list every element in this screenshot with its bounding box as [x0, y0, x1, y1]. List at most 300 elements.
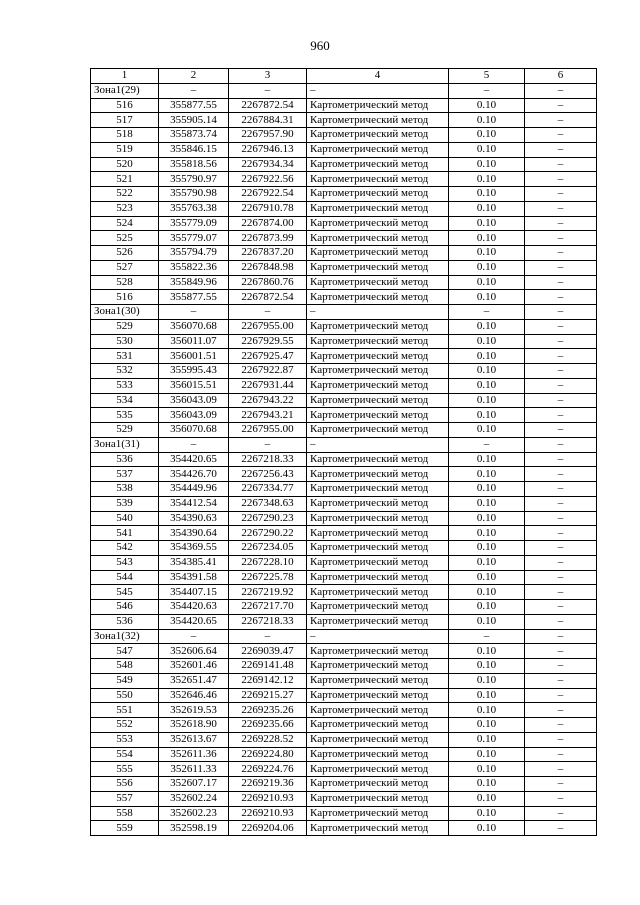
- point-number: 550: [91, 688, 159, 703]
- dash-cell: –: [525, 777, 597, 792]
- x-coordinate: 354426.70: [159, 467, 229, 482]
- x-coordinate: 355877.55: [159, 290, 229, 305]
- accuracy-cell: 0.10: [449, 791, 525, 806]
- x-coordinate: 356043.09: [159, 408, 229, 423]
- x-coordinate: 356001.51: [159, 349, 229, 364]
- x-coordinate: 352601.46: [159, 659, 229, 674]
- dash-cell: –: [525, 290, 597, 305]
- point-number: 552: [91, 718, 159, 733]
- dash-cell: –: [229, 629, 307, 644]
- method-cell: Картометрический метод: [307, 659, 449, 674]
- method-cell: Картометрический метод: [307, 600, 449, 615]
- table-row: [91, 187, 597, 202]
- table-row: [91, 260, 597, 275]
- point-number: 529: [91, 423, 159, 438]
- method-cell: Картометрический метод: [307, 408, 449, 423]
- accuracy-cell: 0.10: [449, 777, 525, 792]
- table-row: [91, 408, 597, 423]
- method-cell: Картометрический метод: [307, 777, 449, 792]
- accuracy-cell: 0.10: [449, 172, 525, 187]
- dash-cell: –: [525, 113, 597, 128]
- table-row: [91, 659, 597, 674]
- point-number: 547: [91, 644, 159, 659]
- accuracy-cell: 0.10: [449, 821, 525, 836]
- table-row: [91, 511, 597, 526]
- accuracy-cell: 0.10: [449, 349, 525, 364]
- x-coordinate: 355763.38: [159, 201, 229, 216]
- method-cell: Картометрический метод: [307, 246, 449, 261]
- dash-cell: –: [525, 128, 597, 143]
- point-number: 543: [91, 555, 159, 570]
- dash-cell: –: [525, 187, 597, 202]
- dash-cell: –: [525, 614, 597, 629]
- dash-cell: –: [525, 526, 597, 541]
- table-row: [91, 128, 597, 143]
- x-coordinate: 352602.24: [159, 791, 229, 806]
- y-coordinate: 2267874.00: [229, 216, 307, 231]
- table-header-row: [91, 69, 597, 84]
- x-coordinate: 355790.97: [159, 172, 229, 187]
- method-cell: Картометрический метод: [307, 614, 449, 629]
- method-cell: Картометрический метод: [307, 319, 449, 334]
- y-coordinate: 2267925.47: [229, 349, 307, 364]
- table-row: [91, 600, 597, 615]
- y-coordinate: 2267290.22: [229, 526, 307, 541]
- accuracy-cell: 0.10: [449, 408, 525, 423]
- point-number: 522: [91, 187, 159, 202]
- x-coordinate: 354390.64: [159, 526, 229, 541]
- accuracy-cell: 0.10: [449, 452, 525, 467]
- dash-cell: –: [525, 541, 597, 556]
- y-coordinate: 2269228.52: [229, 732, 307, 747]
- accuracy-cell: 0.10: [449, 187, 525, 202]
- method-cell: Картометрический метод: [307, 231, 449, 246]
- dash-cell: –: [159, 83, 229, 98]
- dash-cell: –: [525, 83, 597, 98]
- table-row: [91, 747, 597, 762]
- dash-cell: –: [525, 260, 597, 275]
- zone-label: Зона1(30): [91, 305, 159, 320]
- x-coordinate: 352613.67: [159, 732, 229, 747]
- point-number: 539: [91, 496, 159, 511]
- point-number: 533: [91, 378, 159, 393]
- table-row: [91, 570, 597, 585]
- y-coordinate: 2267955.00: [229, 319, 307, 334]
- method-cell: Картометрический метод: [307, 216, 449, 231]
- y-coordinate: 2267225.78: [229, 570, 307, 585]
- header-cell: 5: [449, 69, 525, 84]
- x-coordinate: 352602.23: [159, 806, 229, 821]
- dash-cell: –: [525, 659, 597, 674]
- y-coordinate: 2267872.54: [229, 98, 307, 113]
- y-coordinate: 2267848.98: [229, 260, 307, 275]
- dash-cell: –: [525, 747, 597, 762]
- accuracy-cell: 0.10: [449, 157, 525, 172]
- x-coordinate: 352618.90: [159, 718, 229, 733]
- x-coordinate: 354412.54: [159, 496, 229, 511]
- method-cell: Картометрический метод: [307, 747, 449, 762]
- method-cell: Картометрический метод: [307, 718, 449, 733]
- dash-cell: –: [159, 305, 229, 320]
- point-number: 554: [91, 747, 159, 762]
- x-coordinate: 352611.33: [159, 762, 229, 777]
- x-coordinate: 354369.55: [159, 541, 229, 556]
- accuracy-cell: 0.10: [449, 614, 525, 629]
- point-number: 523: [91, 201, 159, 216]
- accuracy-cell: 0.10: [449, 334, 525, 349]
- table-row: [91, 777, 597, 792]
- accuracy-cell: 0.10: [449, 128, 525, 143]
- point-number: 542: [91, 541, 159, 556]
- y-coordinate: 2269235.26: [229, 703, 307, 718]
- table-row: [91, 496, 597, 511]
- x-coordinate: 356043.09: [159, 393, 229, 408]
- y-coordinate: 2267837.20: [229, 246, 307, 261]
- method-cell: Картометрический метод: [307, 378, 449, 393]
- x-coordinate: 352619.53: [159, 703, 229, 718]
- header-cell: 1: [91, 69, 159, 84]
- table-row: [91, 703, 597, 718]
- method-cell: Картометрический метод: [307, 172, 449, 187]
- point-number: 524: [91, 216, 159, 231]
- y-coordinate: 2267256.43: [229, 467, 307, 482]
- y-coordinate: 2267219.92: [229, 585, 307, 600]
- table-row: [91, 157, 597, 172]
- table-body: [91, 69, 597, 836]
- point-number: 525: [91, 231, 159, 246]
- point-number: 546: [91, 600, 159, 615]
- accuracy-cell: 0.10: [449, 644, 525, 659]
- y-coordinate: 2267290.23: [229, 511, 307, 526]
- x-coordinate: 352598.19: [159, 821, 229, 836]
- x-coordinate: 356070.68: [159, 423, 229, 438]
- method-cell: Картометрический метод: [307, 201, 449, 216]
- dash-cell: –: [449, 437, 525, 452]
- accuracy-cell: 0.10: [449, 113, 525, 128]
- zone-row: [91, 305, 597, 320]
- point-number: 537: [91, 467, 159, 482]
- y-coordinate: 2267348.63: [229, 496, 307, 511]
- dash-cell: –: [525, 467, 597, 482]
- method-cell: Картометрический метод: [307, 732, 449, 747]
- table-row: [91, 452, 597, 467]
- dash-cell: –: [525, 172, 597, 187]
- x-coordinate: 352607.17: [159, 777, 229, 792]
- table-row: [91, 806, 597, 821]
- point-number: 535: [91, 408, 159, 423]
- point-number: 540: [91, 511, 159, 526]
- dash-cell: –: [229, 437, 307, 452]
- accuracy-cell: 0.10: [449, 201, 525, 216]
- dash-cell: –: [525, 688, 597, 703]
- x-coordinate: 354390.63: [159, 511, 229, 526]
- dash-cell: –: [525, 378, 597, 393]
- zone-row: [91, 629, 597, 644]
- point-number: 545: [91, 585, 159, 600]
- method-cell: Картометрический метод: [307, 762, 449, 777]
- dash-cell: –: [525, 364, 597, 379]
- accuracy-cell: 0.10: [449, 526, 525, 541]
- accuracy-cell: 0.10: [449, 98, 525, 113]
- point-number: 518: [91, 128, 159, 143]
- x-coordinate: 356070.68: [159, 319, 229, 334]
- y-coordinate: 2269204.06: [229, 821, 307, 836]
- accuracy-cell: 0.10: [449, 246, 525, 261]
- dash-cell: –: [449, 629, 525, 644]
- method-cell: Картометрический метод: [307, 496, 449, 511]
- y-coordinate: 2267217.70: [229, 600, 307, 615]
- dash-cell: –: [229, 83, 307, 98]
- accuracy-cell: 0.10: [449, 216, 525, 231]
- method-cell: Картометрический метод: [307, 585, 449, 600]
- accuracy-cell: 0.10: [449, 659, 525, 674]
- dash-cell: –: [525, 585, 597, 600]
- table-row: [91, 364, 597, 379]
- accuracy-cell: 0.10: [449, 732, 525, 747]
- coordinates-table: [90, 68, 597, 836]
- accuracy-cell: 0.10: [449, 393, 525, 408]
- point-number: 519: [91, 142, 159, 157]
- x-coordinate: 355905.14: [159, 113, 229, 128]
- x-coordinate: 352611.36: [159, 747, 229, 762]
- y-coordinate: 2269224.80: [229, 747, 307, 762]
- method-cell: Картометрический метод: [307, 142, 449, 157]
- method-cell: Картометрический метод: [307, 570, 449, 585]
- point-number: 532: [91, 364, 159, 379]
- table-row: [91, 378, 597, 393]
- point-number: 557: [91, 791, 159, 806]
- method-cell: Картометрический метод: [307, 113, 449, 128]
- y-coordinate: 2269215.27: [229, 688, 307, 703]
- y-coordinate: 2269210.93: [229, 791, 307, 806]
- x-coordinate: 354420.63: [159, 600, 229, 615]
- table-row: [91, 393, 597, 408]
- x-coordinate: 352651.47: [159, 673, 229, 688]
- x-coordinate: 354385.41: [159, 555, 229, 570]
- dash-cell: –: [525, 644, 597, 659]
- table-row: [91, 762, 597, 777]
- table-row: [91, 319, 597, 334]
- dash-cell: –: [159, 437, 229, 452]
- dash-cell: –: [525, 762, 597, 777]
- method-cell: Картометрический метод: [307, 157, 449, 172]
- dash-cell: –: [525, 570, 597, 585]
- dash-cell: –: [525, 600, 597, 615]
- accuracy-cell: 0.10: [449, 142, 525, 157]
- dash-cell: –: [229, 305, 307, 320]
- x-coordinate: 355779.09: [159, 216, 229, 231]
- x-coordinate: 352646.46: [159, 688, 229, 703]
- table-row: [91, 482, 597, 497]
- y-coordinate: 2267943.21: [229, 408, 307, 423]
- accuracy-cell: 0.10: [449, 423, 525, 438]
- y-coordinate: 2267873.99: [229, 231, 307, 246]
- point-number: 549: [91, 673, 159, 688]
- method-cell: Картометрический метод: [307, 511, 449, 526]
- accuracy-cell: 0.10: [449, 290, 525, 305]
- method-cell: Картометрический метод: [307, 791, 449, 806]
- accuracy-cell: 0.10: [449, 467, 525, 482]
- dash-cell: –: [525, 423, 597, 438]
- y-coordinate: 2267228.10: [229, 555, 307, 570]
- y-coordinate: 2267943.22: [229, 393, 307, 408]
- y-coordinate: 2267922.87: [229, 364, 307, 379]
- y-coordinate: 2267860.76: [229, 275, 307, 290]
- y-coordinate: 2267934.34: [229, 157, 307, 172]
- method-cell: Картометрический метод: [307, 526, 449, 541]
- dash-cell: –: [525, 806, 597, 821]
- method-cell: Картометрический метод: [307, 467, 449, 482]
- y-coordinate: 2267946.13: [229, 142, 307, 157]
- method-cell: Картометрический метод: [307, 393, 449, 408]
- accuracy-cell: 0.10: [449, 496, 525, 511]
- point-number: 530: [91, 334, 159, 349]
- point-number: 559: [91, 821, 159, 836]
- dash-cell: –: [525, 511, 597, 526]
- x-coordinate: 352606.64: [159, 644, 229, 659]
- accuracy-cell: 0.10: [449, 703, 525, 718]
- point-number: 541: [91, 526, 159, 541]
- method-cell: Картометрический метод: [307, 275, 449, 290]
- table-row: [91, 98, 597, 113]
- table-row: [91, 290, 597, 305]
- table-row: [91, 718, 597, 733]
- method-cell: Картометрический метод: [307, 555, 449, 570]
- accuracy-cell: 0.10: [449, 806, 525, 821]
- zone-row: [91, 437, 597, 452]
- point-number: 531: [91, 349, 159, 364]
- x-coordinate: 354449.96: [159, 482, 229, 497]
- dash-cell: –: [525, 496, 597, 511]
- method-cell: Картометрический метод: [307, 821, 449, 836]
- header-cell: 6: [525, 69, 597, 84]
- accuracy-cell: 0.10: [449, 511, 525, 526]
- point-number: 553: [91, 732, 159, 747]
- table-row: [91, 732, 597, 747]
- accuracy-cell: 0.10: [449, 275, 525, 290]
- point-number: 536: [91, 452, 159, 467]
- x-coordinate: 355779.07: [159, 231, 229, 246]
- dash-cell: –: [525, 275, 597, 290]
- x-coordinate: 355995.43: [159, 364, 229, 379]
- accuracy-cell: 0.10: [449, 673, 525, 688]
- point-number: 516: [91, 98, 159, 113]
- point-number: 558: [91, 806, 159, 821]
- header-cell: 2: [159, 69, 229, 84]
- dash-cell: –: [525, 216, 597, 231]
- method-cell: Картометрический метод: [307, 644, 449, 659]
- y-coordinate: 2267218.33: [229, 452, 307, 467]
- point-number: 548: [91, 659, 159, 674]
- page-number: 960: [310, 38, 330, 53]
- table-row: [91, 246, 597, 261]
- method-cell: Картометрический метод: [307, 260, 449, 275]
- method-cell: Картометрический метод: [307, 187, 449, 202]
- y-coordinate: 2269210.93: [229, 806, 307, 821]
- dash-cell: –: [159, 629, 229, 644]
- point-number: 536: [91, 614, 159, 629]
- accuracy-cell: 0.10: [449, 585, 525, 600]
- dash-cell: –: [525, 231, 597, 246]
- table-row: [91, 423, 597, 438]
- dash-cell: –: [525, 319, 597, 334]
- method-cell: Картометрический метод: [307, 364, 449, 379]
- dash-cell: –: [449, 83, 525, 98]
- table-row: [91, 791, 597, 806]
- dash-cell: –: [307, 629, 449, 644]
- y-coordinate: 2269142.12: [229, 673, 307, 688]
- accuracy-cell: 0.10: [449, 718, 525, 733]
- y-coordinate: 2269224.76: [229, 762, 307, 777]
- dash-cell: –: [525, 791, 597, 806]
- table-row: [91, 172, 597, 187]
- accuracy-cell: 0.10: [449, 555, 525, 570]
- y-coordinate: 2267922.56: [229, 172, 307, 187]
- x-coordinate: 354420.65: [159, 452, 229, 467]
- point-number: 544: [91, 570, 159, 585]
- method-cell: Картометрический метод: [307, 98, 449, 113]
- point-number: 556: [91, 777, 159, 792]
- x-coordinate: 356011.07: [159, 334, 229, 349]
- accuracy-cell: 0.10: [449, 747, 525, 762]
- table-row: [91, 673, 597, 688]
- y-coordinate: 2267218.33: [229, 614, 307, 629]
- table-row: [91, 216, 597, 231]
- x-coordinate: 355846.15: [159, 142, 229, 157]
- y-coordinate: 2267931.44: [229, 378, 307, 393]
- dash-cell: –: [525, 98, 597, 113]
- y-coordinate: 2267922.54: [229, 187, 307, 202]
- dash-cell: –: [525, 305, 597, 320]
- dash-cell: –: [525, 157, 597, 172]
- method-cell: Картометрический метод: [307, 688, 449, 703]
- x-coordinate: 354420.65: [159, 614, 229, 629]
- table-row: [91, 585, 597, 600]
- point-number: 529: [91, 319, 159, 334]
- method-cell: Картометрический метод: [307, 290, 449, 305]
- table-row: [91, 555, 597, 570]
- method-cell: Картометрический метод: [307, 482, 449, 497]
- zone-label: Зона1(31): [91, 437, 159, 452]
- point-number: 527: [91, 260, 159, 275]
- table-row: [91, 614, 597, 629]
- method-cell: Картометрический метод: [307, 541, 449, 556]
- table-row: [91, 334, 597, 349]
- y-coordinate: 2267872.54: [229, 290, 307, 305]
- y-coordinate: 2269141.48: [229, 659, 307, 674]
- point-number: 516: [91, 290, 159, 305]
- dash-cell: –: [525, 349, 597, 364]
- accuracy-cell: 0.10: [449, 378, 525, 393]
- accuracy-cell: 0.10: [449, 482, 525, 497]
- dash-cell: –: [525, 555, 597, 570]
- accuracy-cell: 0.10: [449, 600, 525, 615]
- dash-cell: –: [449, 305, 525, 320]
- dash-cell: –: [525, 393, 597, 408]
- method-cell: Картометрический метод: [307, 334, 449, 349]
- table-row: [91, 526, 597, 541]
- accuracy-cell: 0.10: [449, 541, 525, 556]
- table-row: [91, 688, 597, 703]
- table-row: [91, 541, 597, 556]
- x-coordinate: 354391.58: [159, 570, 229, 585]
- accuracy-cell: 0.10: [449, 231, 525, 246]
- method-cell: Картометрический метод: [307, 128, 449, 143]
- x-coordinate: 356015.51: [159, 378, 229, 393]
- point-number: 528: [91, 275, 159, 290]
- table-row: [91, 821, 597, 836]
- accuracy-cell: 0.10: [449, 364, 525, 379]
